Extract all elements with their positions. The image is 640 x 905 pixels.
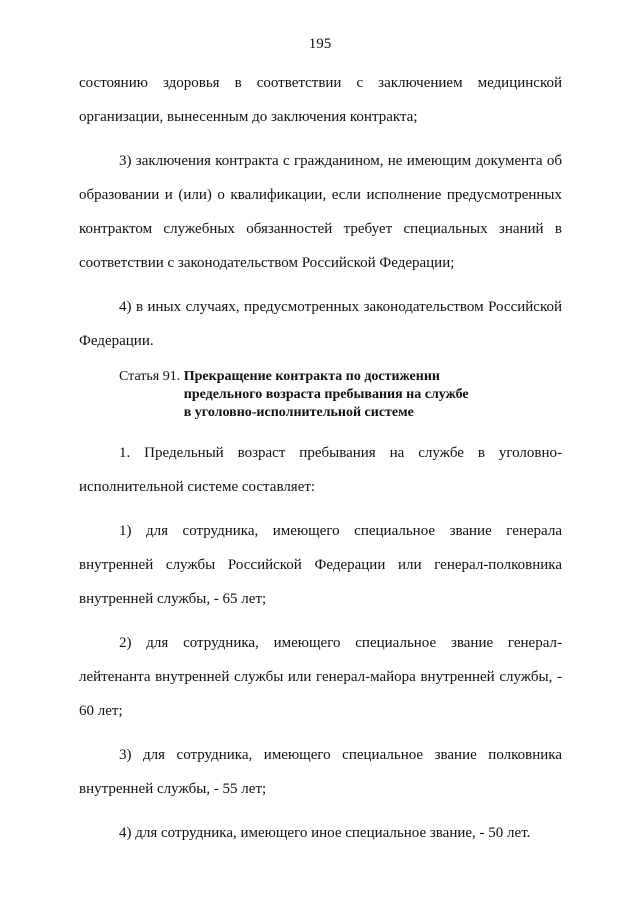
paragraph-item-3: 3) заключения контракта с гражданином, не имеющим документа об образовании и (или) о квалификации, если исполнение предусмотренных контрактом служебных обязанностей требует специальных знаний в соответствии с законодательством Российской Федерации; — [79, 153, 562, 271]
paragraph-subitem-3: 3) для сотрудника, имеющего специальное звание полковника внутренней службы, - 55 лет; — [79, 747, 562, 797]
article-title-line: Прекращение контракта по достижении — [183, 369, 440, 384]
paragraph-subitem-1: 1) для сотрудника, имеющего специальное звание генерала внутренней службы Российской Федерации или генерал-полковника внутренней службы, - 65 лет; — [79, 523, 562, 607]
article-heading — [119, 368, 562, 422]
paragraph-continuation: состоянию здоровья в соответствии с заключением медицинской организации, вынесенным до заключения контракта; — [79, 75, 562, 125]
article-number: Статья 91. — [119, 369, 184, 384]
article-title-line: предельного возраста пребывания на службе — [183, 387, 469, 402]
paragraph-item-4: 4) в иных случаях, предусмотренных законодательством Российской Федерации. — [79, 299, 562, 349]
document-body — [79, 66, 562, 850]
article-title-line: в уголовно-исполнительной системе — [183, 405, 414, 420]
paragraph-subitem-2: 2) для сотрудника, имеющего специальное звание генерал-лейтенанта внутренней службы или генерал-майора внутренней службы, - 60 лет; — [79, 635, 562, 719]
paragraph-subitem-4: 4) для сотрудника, имеющего иное специальное звание, - 50 лет. — [119, 825, 531, 841]
article-title — [184, 368, 469, 422]
page-number: 195 — [308, 36, 332, 52]
paragraph-part-1: 1. Предельный возраст пребывания на службе в уголовно-исполнительной системе составляет: — [79, 445, 562, 495]
